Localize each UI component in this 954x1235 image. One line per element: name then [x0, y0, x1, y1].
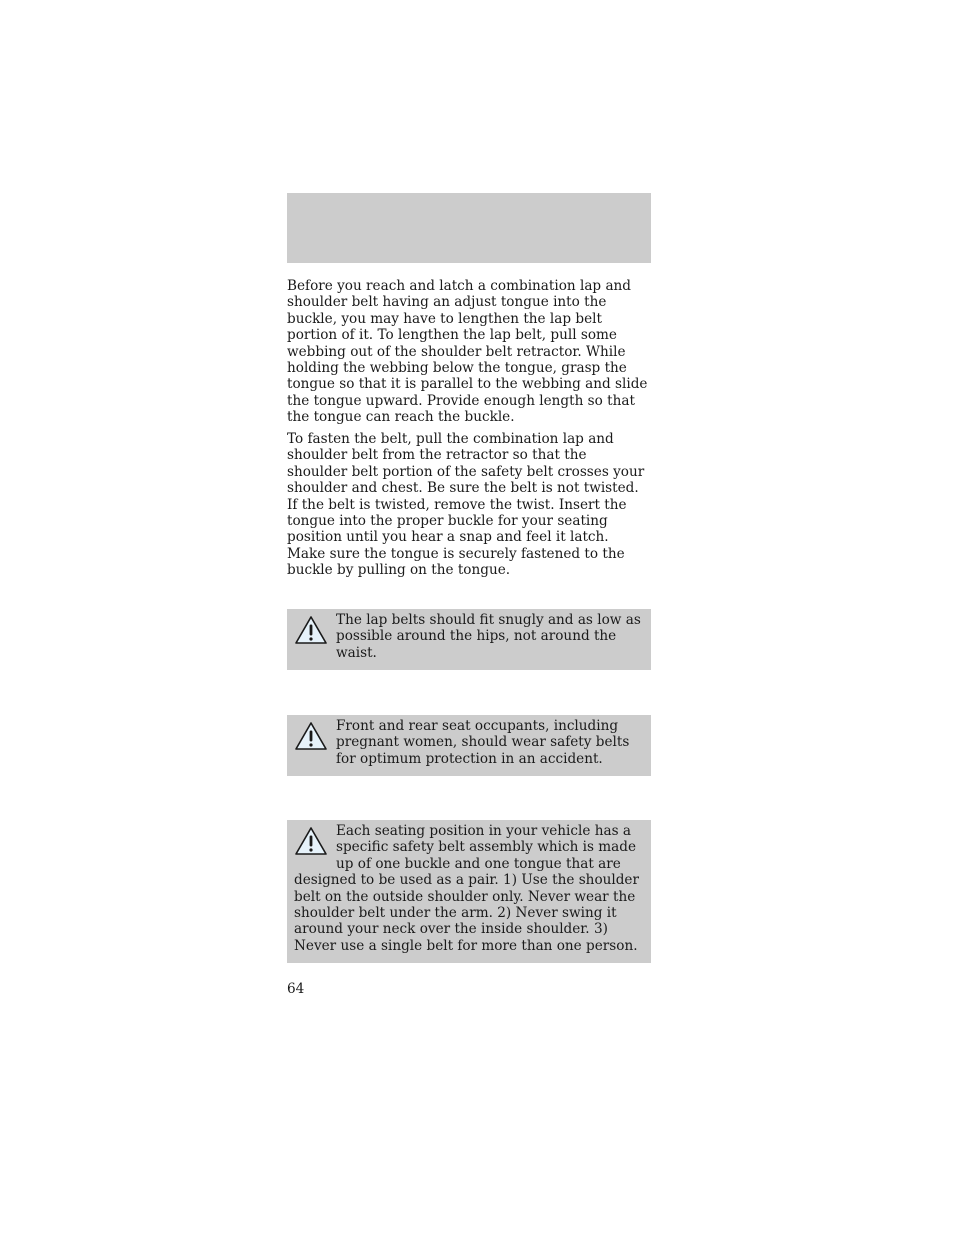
warning-text: The lap belts should fit snugly and as low as possible around the hips, not around the waist. — [336, 612, 641, 661]
warning-text: Front and rear seat occupants, including pregnant women, should wear safety belts for optimum protection in an accident. — [336, 718, 630, 767]
warning-box — [287, 820, 651, 963]
page-number: 64 — [287, 981, 305, 997]
warning-box — [287, 609, 651, 670]
warning-triangle-icon — [294, 615, 328, 645]
warning-triangle-icon — [294, 826, 328, 856]
section-header-bar — [287, 193, 651, 263]
warning-box — [287, 715, 651, 776]
warning-text: Each seating position in your vehicle has a specific safety belt assembly which is made up of one buckle and one tongue that are designed to be used as a pair. 1) Use the shoulder belt on the outside shoulder only. Never wear the shoulder belt under the arm. 2) Never swing it around your neck over the inside shoulder. 3) Never use a single belt for more than one person. — [294, 823, 639, 954]
body-paragraph: To fasten the belt, pull the combination lap and shoulder belt from the retractor so that the shoulder belt portion of the safety belt crosses your shoulder and chest. Be sure the belt is not twisted. If the belt is twisted, remove the twist. Insert the tongue into the proper buckle for your seating position until you hear a snap and feel it latch. Make sure the tongue is securely fastened to the buckle by pulling on the tongue. — [287, 431, 645, 579]
body-paragraph: Before you reach and latch a combination lap and shoulder belt having an adjust tongue into the buckle, you may have to lengthen the lap belt portion of it. To lengthen the lap belt, pull some webbing out of the shoulder belt retractor. While holding the webbing below the tongue, grasp the tongue so that it is parallel to the webbing and slide the tongue upward. Provide enough length so that the tongue can reach the buckle. — [287, 278, 648, 426]
warning-triangle-icon — [294, 721, 328, 751]
